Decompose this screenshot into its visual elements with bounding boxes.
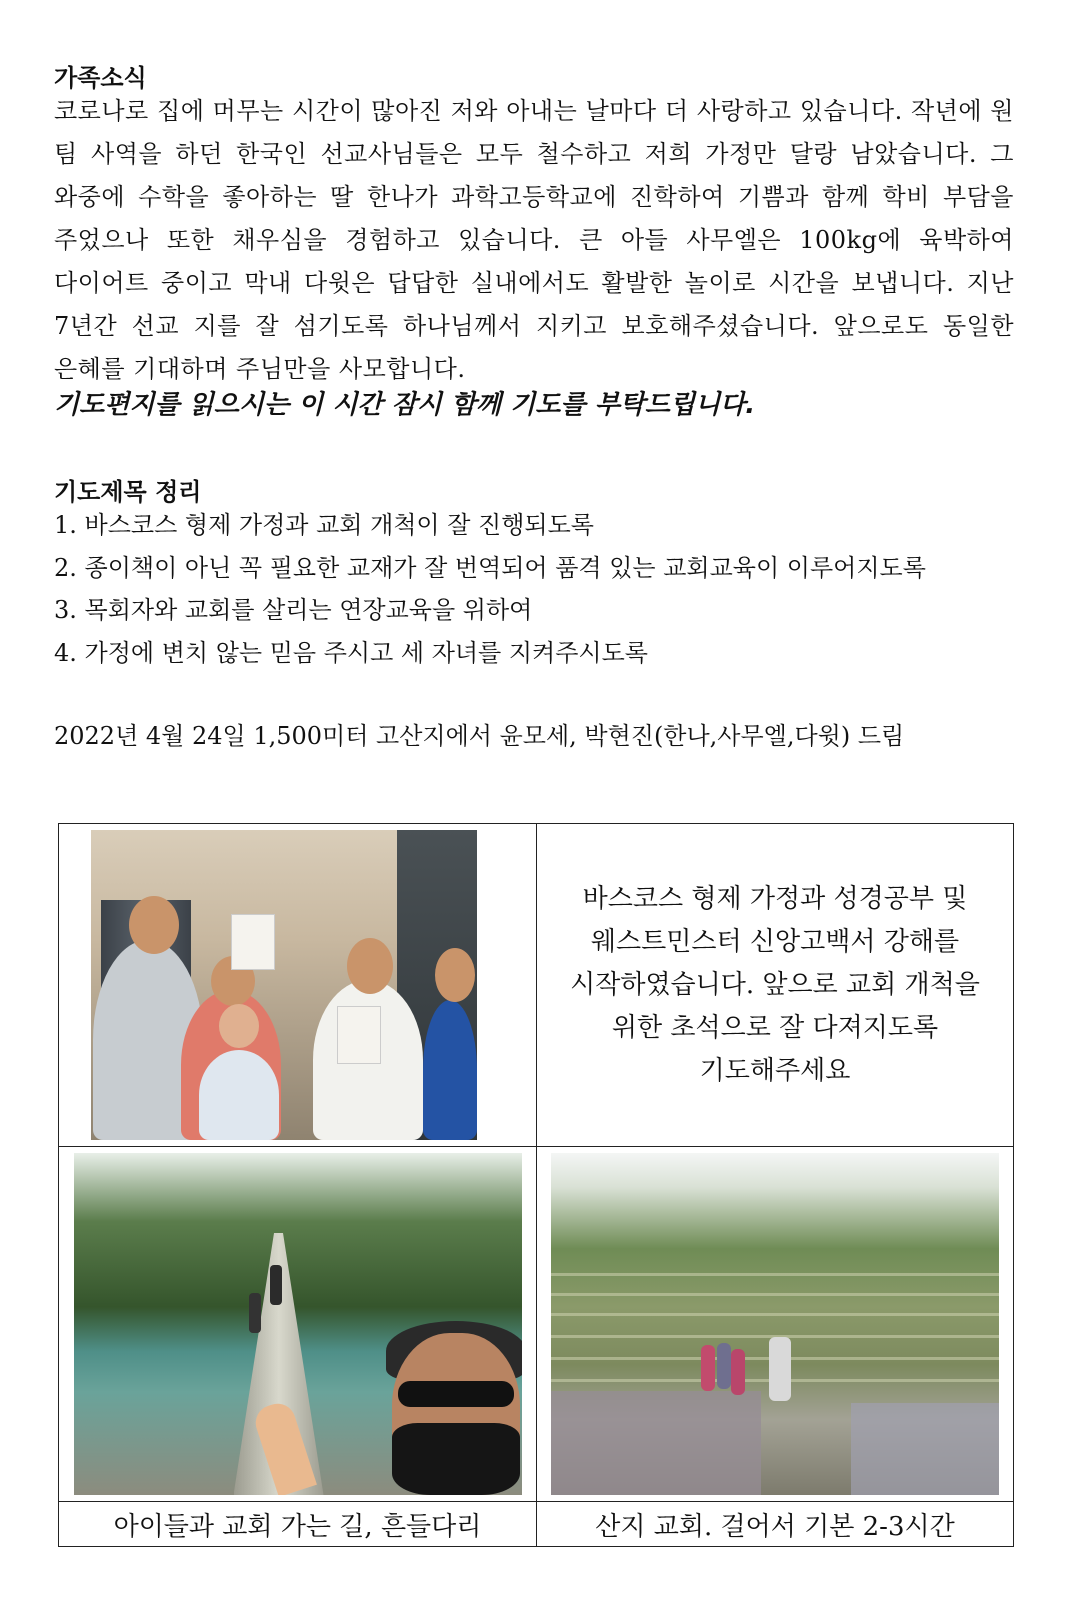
group-bible-study-photo bbox=[91, 830, 477, 1140]
prayer-topic-item: 3. 목회자와 교회를 살리는 연장교육을 위하여 bbox=[54, 596, 533, 624]
caption-line: 바스코스 형제 가정과 성경공부 및 bbox=[582, 883, 968, 914]
photo-cell-group bbox=[59, 824, 537, 1147]
caption-line: 웨스트민스터 신앙고백서 강해를 bbox=[590, 926, 960, 957]
photo-table bbox=[58, 823, 1014, 1547]
terraces-caption: 산지 교회. 걸어서 기본 2-3시간 bbox=[537, 1502, 1014, 1547]
prayer-topics-list bbox=[54, 504, 926, 674]
photo-cell-bridge bbox=[59, 1147, 537, 1502]
prayer-topic-item: 1. 바스코스 형제 가정과 교회 개척이 잘 진행되도록 bbox=[54, 511, 594, 539]
photo-caption-top bbox=[537, 824, 1014, 1147]
bridge-caption: 아이들과 교회 가는 길, 흔들다리 bbox=[59, 1502, 537, 1547]
caption-line: 시작하였습니다. 앞으로 교회 개척을 bbox=[570, 969, 980, 1000]
caption-line: 기도해주세요 bbox=[699, 1055, 851, 1086]
caption-line: 위한 초석으로 잘 다져지도록 bbox=[611, 1012, 939, 1043]
prayer-topic-item: 2. 종이책이 아닌 꼭 필요한 교재가 잘 번역되어 품격 있는 교회교육이 이루어지도록 bbox=[54, 553, 926, 582]
signature-line: 2022년 4월 24일 1,500미터 고산지에서 윤모세, 박현진(한나,사무엘,다윗) 드림 bbox=[54, 722, 905, 750]
family-news-heading: 가족소식 bbox=[54, 64, 147, 92]
prayer-request-emphasis: 기도편지를 읽으시는 이 시간 잠시 함께 기도를 부탁드립니다. bbox=[54, 390, 756, 420]
prayer-topics-heading: 기도제목 정리 bbox=[54, 478, 202, 506]
prayer-topic-item: 4. 가정에 변치 않는 믿음 주시고 세 자녀를 지켜주시도록 bbox=[54, 638, 648, 667]
family-news-body: 코로나로 집에 머무는 시간이 많아진 저와 아내는 날마다 더 사랑하고 있습니다. 작년에 원 팀 사역을 하던 한국인 선교사님들은 모두 철수하고 저희 가정만 달랑 남았습니다. 그 와중에 수학을 좋아하는 딸 한나가 과학고등학교에 진학하여 기쁨과 함께 학비 부담을 주었으나 또한 채우심을 경험하고 있습니다. 큰 아들 사무엘은 100kg에 육박하여 다이어트 중이고 막내 다윗은 답답한 실내에서도 활발한 놀이로 시간을 보냅니다. 지난 7년간 선교 지를 잘 섬기도록 하나님께서 지키고 보호해주셨습니다. 앞으로도 동일한 은혜를 기대하며 주님만을 사모합니다. bbox=[54, 97, 1014, 383]
suspension-bridge-photo bbox=[74, 1153, 522, 1495]
rice-terraces-photo bbox=[551, 1153, 999, 1495]
photo-cell-terraces bbox=[537, 1147, 1014, 1502]
